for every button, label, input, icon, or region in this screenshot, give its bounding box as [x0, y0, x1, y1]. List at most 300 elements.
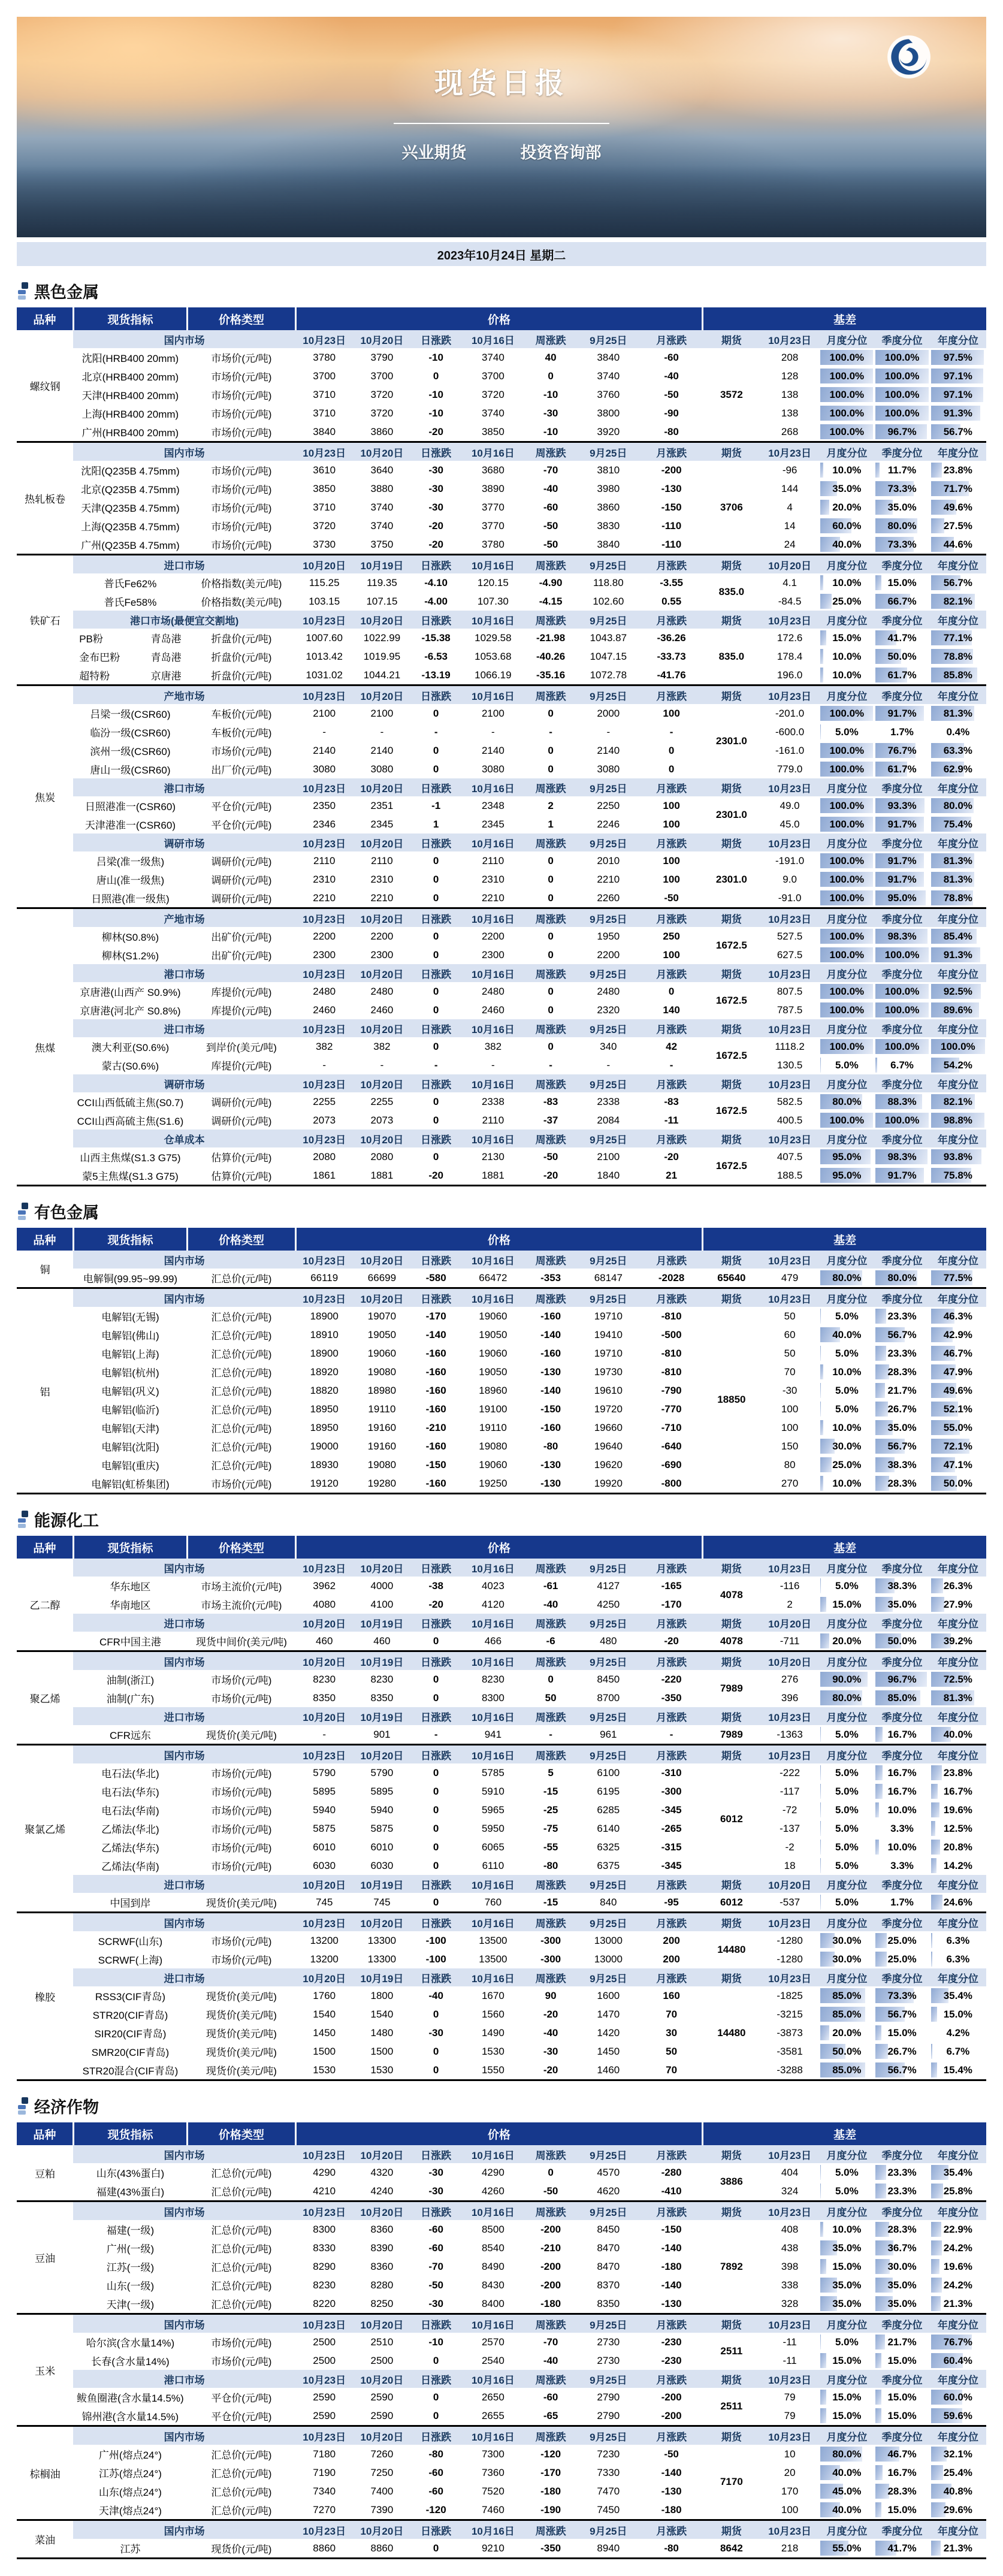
percentile-cell [819, 1595, 874, 1614]
basis-cell: 1118.2 [775, 1040, 805, 1052]
column-date-header: 年度分位 [930, 555, 986, 574]
table-row [17, 741, 986, 760]
price-cell: 3740 [370, 520, 394, 531]
basis-cell: -1825 [777, 1989, 803, 2001]
indicator-cell: 滨州一级(CSR60) [90, 746, 171, 757]
price-type-cell: 市场价(元/吨) [211, 1768, 272, 1780]
column-date-header: 日涨跌 [411, 908, 461, 928]
variety-cell: 乙二醇 [17, 1559, 73, 1651]
column-date-header: 10月23日 [295, 1019, 353, 1037]
table-row [17, 422, 986, 442]
price-cell: 18960 [479, 1384, 507, 1396]
change-cell: -33.73 [657, 650, 686, 662]
price-cell: 5940 [370, 1804, 394, 1816]
column-date-header: 日涨跌 [411, 2201, 461, 2221]
column-date-header: 季度分位 [874, 964, 929, 982]
column-date-header: 周涨跌 [525, 1019, 576, 1037]
percentile-value: 26.3% [943, 1580, 972, 1591]
percentile-cell [819, 1986, 874, 2005]
column-date-header: 9月25日 [576, 330, 640, 348]
basis-cell: -222 [780, 1766, 800, 1778]
futures-cell: 18850 [717, 1394, 746, 1405]
percentile-value: 25.4% [943, 2466, 972, 2478]
price-cell: 19710 [594, 1347, 623, 1359]
price-cell: 18950 [310, 1403, 339, 1415]
percentile-value: 25.0% [887, 1953, 917, 1965]
futures-cell: 6012 [720, 1896, 743, 1908]
percentile-cell [930, 2005, 986, 2024]
price-type-cell: 汇总价(元/吨) [211, 1386, 272, 1397]
percentile-cell [930, 1166, 986, 1186]
change-cell: -165 [661, 1580, 682, 1591]
column-date-header: 期货 [703, 1745, 760, 1764]
percentile-cell [819, 1950, 874, 1968]
change-cell: -300 [540, 1953, 561, 1965]
percentile-value: 35.0% [887, 501, 917, 513]
column-date-header: 日涨跌 [411, 2426, 461, 2445]
percentile-cell [819, 1037, 874, 1056]
change-cell: -38 [428, 1580, 443, 1591]
percentile-value: 45.0% [832, 2485, 862, 2497]
table-row [17, 592, 986, 611]
futures-cell: 2301.0 [715, 735, 747, 747]
change-cell: -200 [540, 2279, 561, 2291]
change-cell: 0 [433, 2409, 439, 2421]
header-basis-group: 基差 [703, 1228, 986, 1251]
price-cell: 5875 [370, 1822, 394, 1834]
price-cell: 4250 [597, 1598, 620, 1610]
change-cell: 0 [548, 985, 554, 997]
price-cell: 3760 [597, 388, 620, 400]
table-row [17, 1838, 986, 1856]
basis-cell: -91.0 [778, 892, 802, 904]
percentile-value: 98.3% [887, 930, 917, 942]
table-row [17, 723, 986, 741]
price-cell: 19110 [368, 1403, 396, 1415]
percentile-cell [930, 2257, 986, 2276]
percentile-databar [820, 2025, 829, 2040]
change-cell: -130 [540, 1366, 561, 1378]
variety-cell: 热轧板卷 [17, 442, 73, 555]
percentile-value: 35.0% [887, 1421, 917, 1433]
column-date-header: 日涨跌 [411, 442, 461, 461]
percentile-cell [819, 498, 874, 517]
basis-cell: 400.5 [777, 1114, 803, 1126]
change-cell: 100 [663, 873, 680, 885]
change-cell: -75 [543, 1822, 558, 1834]
column-date-header: 年度分位 [930, 1288, 986, 1307]
change-cell: -150 [661, 501, 682, 513]
variety-cell: 焦炭 [17, 685, 73, 908]
column-date-header: 10月23日 [295, 2145, 353, 2163]
price-cell: 8450 [597, 2223, 620, 2235]
percentile-cell [874, 927, 929, 946]
change-cell: 0 [548, 949, 554, 961]
change-cell: -230 [661, 2354, 682, 2366]
column-date-header: 月度分位 [819, 964, 874, 982]
price-cell: 2590 [313, 2391, 336, 2403]
price-cell: 6285 [597, 1804, 620, 1816]
market-subheader-row [17, 1651, 986, 1671]
price-type-cell: 汇总价(元/吨) [211, 1312, 272, 1323]
market-subheader-row [17, 1019, 986, 1037]
price-type-cell: 现货价(美元/吨) [206, 1991, 277, 2003]
column-date-header: 10月20日 [295, 1651, 353, 1671]
percentile-value: 3.3% [890, 1822, 914, 1834]
price-type-cell: 市场主流价(元/吨) [201, 1581, 282, 1593]
change-cell: 0 [548, 2166, 554, 2178]
column-date-header: 10月23日 [760, 1913, 819, 1932]
price-cell: 1530 [370, 2064, 394, 2076]
change-cell: -90 [664, 407, 679, 419]
change-cell: -200 [540, 2223, 561, 2235]
change-cell: - [434, 726, 438, 738]
percentile-databar [931, 2062, 938, 2077]
percentile-value: 73.3% [887, 1989, 917, 2001]
price-cell: 19720 [594, 1403, 623, 1415]
price-cell: 1450 [313, 2027, 336, 2039]
basis-cell: -3288 [777, 2064, 803, 2076]
column-date-header: 周涨跌 [525, 330, 576, 348]
change-cell: -15 [543, 1896, 558, 1908]
indicator-cell: 天津(HRB400 20mm) [81, 390, 179, 401]
percentile-cell [819, 2239, 874, 2257]
percentile-value: 30.0% [832, 1953, 862, 1965]
table-row [17, 1725, 986, 1745]
percentile-cell [874, 666, 929, 685]
column-date-header: 期货 [703, 2520, 760, 2539]
indicator-cell: 京唐港(河北产 S0.8%) [80, 1005, 181, 1017]
percentile-value: 98.8% [943, 1114, 972, 1126]
percentile-cell [930, 851, 986, 870]
price-type-cell: 汇总价(元/吨) [211, 1442, 272, 1453]
price-cell: 18950 [310, 1421, 339, 1433]
price-cell: 3080 [481, 763, 504, 775]
price-type-cell: 汇总价(元/吨) [211, 2168, 272, 2179]
percentile-cell [930, 1455, 986, 1474]
percentile-databar [931, 2240, 942, 2255]
percentile-cell [930, 2024, 986, 2042]
change-cell: 0 [668, 763, 675, 775]
futures-cell: 14480 [717, 2027, 746, 2039]
column-date-header: 周涨跌 [525, 1707, 576, 1725]
price-cell: 5790 [313, 1766, 336, 1778]
market-label: 国内市场 [73, 2314, 295, 2333]
price-cell: 8350 [313, 1692, 336, 1704]
column-date-header: 周涨跌 [525, 685, 576, 705]
percentile-cell [930, 2333, 986, 2351]
change-cell: -80 [664, 425, 679, 437]
change-cell: -20 [428, 1169, 443, 1181]
basis-cell: -201.0 [775, 707, 805, 719]
column-date-header: 9月25日 [576, 778, 640, 796]
column-date-header: 季度分位 [874, 555, 929, 574]
indicator-cell: 蒙古(S0.6%) [101, 1061, 159, 1072]
column-date-header: 期货 [703, 685, 760, 705]
column-date-header: 日涨跌 [411, 1707, 461, 1725]
price-type-cell: 汇总价(元/吨) [211, 2243, 272, 2255]
price-cell: 1072.78 [590, 669, 627, 681]
column-date-header: 9月25日 [576, 833, 640, 851]
column-date-header: 月度分位 [819, 611, 874, 629]
column-date-header: 10月23日 [760, 964, 819, 982]
percentile-cell [930, 573, 986, 592]
percentile-cell [930, 461, 986, 479]
percentile-value: 39.2% [943, 1635, 972, 1647]
change-cell: - [669, 1728, 673, 1740]
percentile-cell [819, 1782, 874, 1801]
column-date-header: 10月16日 [461, 833, 525, 851]
price-cell: 3710 [313, 388, 336, 400]
price-cell: 1044.21 [363, 669, 401, 681]
column-date-header: 日涨跌 [411, 1559, 461, 1577]
percentile-cell [930, 1689, 986, 1707]
percentile-cell [819, 1763, 874, 1782]
change-cell: -800 [661, 1477, 682, 1489]
price-cell: 19730 [594, 1366, 623, 1378]
price-cell: 3962 [313, 1580, 336, 1591]
percentile-value: 80.0% [887, 1272, 917, 1284]
change-cell: -20 [428, 425, 443, 437]
column-date-header: 周涨跌 [525, 964, 576, 982]
percentile-value: 91.7% [887, 707, 917, 719]
bullet-square-icon [18, 2110, 26, 2115]
price-cell: 8390 [370, 2242, 394, 2254]
price-type-cell: 汇总价(元/吨) [211, 1367, 272, 1379]
column-date-header: 日涨跌 [411, 778, 461, 796]
column-date-header: 周涨跌 [525, 1745, 576, 1764]
price-cell: 2310 [313, 873, 336, 885]
column-date-header: 10月20日 [353, 2314, 410, 2333]
table-row [17, 2042, 986, 2061]
column-date-header: 9月25日 [576, 964, 640, 982]
change-cell: -15 [543, 1785, 558, 1797]
indicator-cell: 沈阳(HRB400 20mm) [81, 353, 179, 364]
basis-cell: -11 [783, 2336, 797, 2348]
market-label: 进口市场 [73, 1019, 295, 1037]
price-type-cell: 汇总价(元/吨) [211, 1330, 272, 1342]
column-date-header: 月涨跌 [640, 330, 702, 348]
market-label: 进口市场 [73, 1875, 295, 1893]
price-cell: 13000 [594, 1934, 623, 1946]
column-date-header: 季度分位 [874, 1251, 929, 1269]
masthead-text [17, 60, 986, 163]
percentile-value: 91.3% [943, 949, 972, 961]
change-cell: 0 [433, 1095, 439, 1107]
percentile-cell [874, 1838, 929, 1856]
section-title [17, 1503, 986, 1536]
price-cell: 1881 [481, 1169, 504, 1181]
percentile-cell [930, 1838, 986, 1856]
indicator-name: PB粉 [79, 633, 103, 645]
change-cell: 0 [433, 1766, 439, 1778]
price-cell: 2140 [370, 744, 394, 756]
percentile-cell [819, 2220, 874, 2239]
change-cell: -20 [428, 1598, 443, 1610]
change-cell: 0 [433, 2391, 439, 2403]
percentile-databar [931, 1597, 944, 1612]
price-cell: 2346 [313, 818, 336, 830]
percentile-value: 15.0% [832, 2260, 862, 2272]
percentile-value: 15.0% [887, 2391, 917, 2403]
basis-cell: -3581 [777, 2045, 803, 2057]
percentile-cell [819, 1725, 874, 1745]
basis-cell: 268 [781, 425, 799, 437]
column-date-header: 周涨跌 [525, 1875, 576, 1893]
column-date-header: 10月23日 [760, 2520, 819, 2539]
column-date-header: 月度分位 [819, 833, 874, 851]
market-subheader-row [17, 1614, 986, 1632]
change-cell: -35.16 [536, 669, 566, 681]
basis-cell: -3873 [777, 2027, 803, 2039]
percentile-cell [874, 498, 929, 517]
spot-price-table [17, 1228, 986, 1494]
change-cell: -690 [661, 1458, 682, 1470]
column-date-header: 10月20日 [353, 1074, 410, 1092]
column-date-header: 年度分位 [930, 1251, 986, 1269]
change-cell: 0.55 [661, 595, 682, 607]
price-cell: 1019.95 [363, 650, 401, 662]
bullet-square-icon [22, 2097, 28, 2104]
percentile-value: 100.0% [884, 351, 920, 363]
price-cell: 2110 [482, 854, 504, 866]
section-title-text: 黑色金属 [34, 283, 99, 301]
price-cell: 3610 [313, 464, 336, 476]
price-cell: 382 [484, 1040, 502, 1052]
variety-cell: 玉米 [17, 2314, 73, 2426]
price-cell: 19080 [479, 1440, 507, 1452]
percentile-cell [930, 1147, 986, 1166]
percentile-cell [930, 1670, 986, 1689]
column-date-header: 月度分位 [819, 1745, 874, 1764]
column-date-header: 9月25日 [576, 1251, 640, 1269]
basis-cell: 24 [784, 538, 796, 550]
basis-cell: 208 [781, 351, 799, 363]
percentile-cell [874, 2445, 929, 2463]
column-date-header: 季度分位 [874, 1968, 929, 1986]
basis-cell: -137 [780, 1822, 800, 1834]
column-date-header: 10月23日 [295, 2370, 353, 2388]
price-cell: 7230 [597, 2448, 620, 2460]
basis-cell: -711 [780, 1635, 800, 1647]
price-cell: 3800 [597, 407, 620, 419]
percentile-value: 23.3% [887, 1347, 917, 1359]
change-cell: 0 [548, 370, 554, 382]
section-黑色金属 [17, 274, 986, 1186]
percentile-cell [930, 385, 986, 404]
percentile-value: 100.0% [829, 799, 865, 811]
table-row [17, 1893, 986, 1913]
percentile-value: 85.0% [832, 1989, 862, 2001]
indicator-cell: 上海(Q235B 4.75mm) [81, 521, 180, 533]
price-cell: 18910 [310, 1328, 339, 1340]
column-date-header: 季度分位 [874, 330, 929, 348]
percentile-value: 41.7% [887, 2542, 917, 2554]
table-row [17, 2239, 986, 2257]
percentile-value: 5.0% [835, 1841, 859, 1853]
column-date-header: 月度分位 [819, 1019, 874, 1037]
percentile-value: 60.4% [943, 2354, 972, 2366]
column-date-header: 月涨跌 [640, 1130, 702, 1147]
price-type-cell: 调研价(元/吨) [211, 1097, 272, 1109]
percentile-cell [930, 1437, 986, 1455]
price-cell: 5875 [313, 1822, 336, 1834]
title-divider [394, 123, 609, 124]
price-type-cell: 汇总价(元/吨) [211, 2299, 272, 2311]
percentile-value: 88.3% [887, 1095, 917, 1107]
header-price-group: 价格 [295, 1228, 703, 1251]
price-cell: 2480 [481, 985, 504, 997]
change-cell: 0 [668, 744, 675, 756]
column-date-header: 月度分位 [819, 2201, 874, 2221]
change-cell: -350 [661, 1692, 682, 1704]
change-cell: - [549, 726, 552, 738]
price-cell: 8400 [481, 2297, 504, 2309]
header-variety: 品种 [17, 1228, 73, 1251]
column-date-header: 9月25日 [576, 1074, 640, 1092]
price-type-cell: 现货价(美元/吨) [206, 2010, 277, 2021]
column-date-header: 10月16日 [461, 555, 525, 574]
price-cell: 3700 [370, 370, 394, 382]
indicator-port: 青岛港 [150, 652, 182, 663]
percentile-value: 1.7% [890, 1896, 914, 1908]
percentile-value: 100.0% [829, 818, 865, 830]
price-cell: 3810 [597, 464, 620, 476]
percentile-value: 42.9% [943, 1328, 972, 1340]
percentile-databar [875, 2465, 882, 2480]
table-row [17, 1092, 986, 1111]
percentile-cell [819, 2024, 874, 2042]
price-type-cell: 市场价(元/吨) [211, 1936, 272, 1947]
change-cell: -130 [540, 1458, 561, 1470]
column-date-header: 10月16日 [461, 1288, 525, 1307]
percentile-value: 100.0% [829, 351, 865, 363]
percentile-cell [819, 2445, 874, 2463]
percentile-databar [820, 1765, 821, 1780]
price-cell: 3840 [597, 351, 620, 363]
indicator-cell: SIR20(CIF青岛) [94, 2028, 167, 2040]
column-date-header: 10月16日 [461, 2520, 525, 2539]
change-cell: 0 [433, 854, 439, 866]
market-subheader-row [17, 611, 986, 629]
market-subheader-row [17, 1875, 986, 1893]
percentile-value: 100.0% [884, 1040, 920, 1052]
percentile-value: 85.0% [832, 2064, 862, 2076]
price-cell: 7450 [597, 2503, 620, 2515]
change-cell: -210 [425, 1421, 446, 1433]
percentile-cell [819, 2163, 874, 2182]
percentile-cell [819, 1819, 874, 1838]
percentile-value: 5.0% [835, 1896, 859, 1908]
indicator-cell: 电解铝(临沂) [101, 1405, 159, 1416]
change-cell: 0 [433, 930, 439, 942]
change-cell: 0 [668, 985, 675, 997]
column-date-header: 年度分位 [930, 1913, 986, 1932]
futures-cell: 7989 [720, 1728, 743, 1740]
percentile-value: 5.0% [835, 1728, 859, 1740]
percentile-cell [930, 704, 986, 723]
percentile-value: 81.3% [943, 873, 972, 885]
change-cell: 0 [433, 1040, 439, 1052]
indicator-cell: 蒙5主焦煤(S1.3 G75) [82, 1171, 179, 1182]
column-date-header: 月度分位 [819, 908, 874, 928]
percentile-value: 16.7% [887, 2466, 917, 2478]
column-date-header: 月涨跌 [640, 908, 702, 928]
percentile-cell [819, 1344, 874, 1363]
price-cell: 3850 [313, 482, 336, 494]
column-date-header: 10月16日 [461, 1614, 525, 1632]
percentile-databar [875, 2408, 881, 2423]
